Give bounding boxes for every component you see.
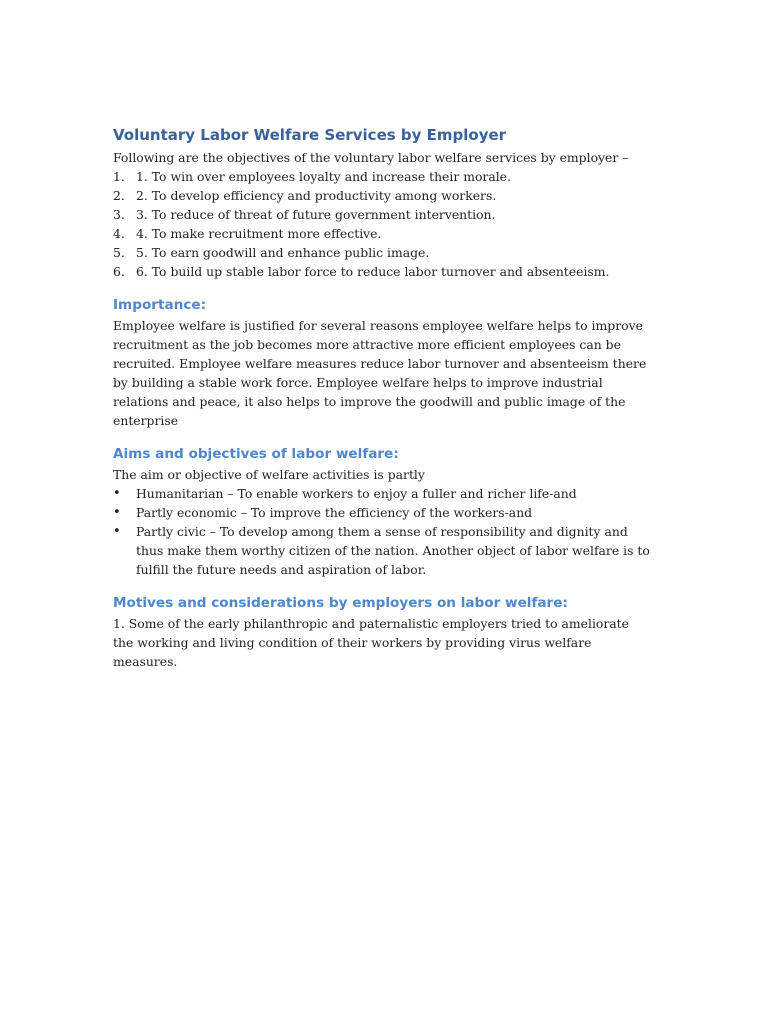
list-item bbox=[113, 484, 653, 503]
list-item bbox=[113, 224, 653, 243]
list-number: 2. bbox=[113, 188, 125, 203]
list-number: 5. bbox=[113, 245, 125, 260]
list-item bbox=[113, 522, 653, 579]
motives-heading: Motives and considerations by employers on labor welfare: bbox=[113, 595, 568, 611]
list-item bbox=[113, 243, 653, 262]
list-item-text: 6. To build up stable labor force to reduce labor turnover and absenteeism. bbox=[136, 264, 610, 279]
bullet-icon: • bbox=[113, 505, 121, 520]
objectives-list bbox=[113, 167, 653, 281]
list-item-text: Humanitarian – To enable workers to enjoy a fuller and richer life-and bbox=[136, 486, 577, 501]
aims-intro: The aim or objective of welfare activities is partly bbox=[113, 467, 425, 482]
list-item-text: 2. To develop efficiency and productivity among workers. bbox=[136, 188, 497, 203]
list-item bbox=[113, 186, 653, 205]
aims-list bbox=[113, 484, 653, 579]
document-title: Voluntary Labor Welfare Services by Employer bbox=[113, 126, 507, 144]
bullet-icon: • bbox=[113, 486, 121, 501]
list-number: 6. bbox=[113, 264, 125, 279]
aims-section bbox=[113, 444, 653, 579]
list-number: 4. bbox=[113, 226, 125, 241]
list-item-text: 4. To make recruitment more effective. bbox=[136, 226, 382, 241]
list-item bbox=[113, 262, 653, 281]
list-item bbox=[113, 503, 653, 522]
list-item bbox=[113, 167, 653, 186]
list-item-text: 3. To reduce of threat of future government intervention. bbox=[136, 207, 496, 222]
bullet-icon: • bbox=[113, 524, 121, 539]
list-number: 3. bbox=[113, 207, 125, 222]
list-item-text: 5. To earn goodwill and enhance public image. bbox=[136, 245, 430, 260]
list-item-text: Partly economic – To improve the efficiency of the workers-and bbox=[136, 505, 533, 520]
motives-section bbox=[113, 593, 653, 671]
importance-paragraph: Employee welfare is justified for several reasons employee welfare helps to improve recruitment as the job becomes more attractive more efficient employees can be recruited. Employee welfare measures reduce labor turnover and absenteeism there by building a stable work force. Employee welfare helps to improve industrial relations and peace, it also helps to improve the goodwill and public image of the enterprise bbox=[113, 318, 647, 428]
importance-section bbox=[113, 295, 653, 430]
list-item-text: Partly civic – To develop among them a sense of responsibility and dignity and thus make them worthy citizen of the nation. Another object of labor welfare is to fulfill the future needs and aspiration of labor. bbox=[136, 524, 650, 577]
aims-heading: Aims and objectives of labor welfare: bbox=[113, 446, 399, 462]
list-item bbox=[113, 205, 653, 224]
list-number: 1. bbox=[113, 169, 125, 184]
intro-paragraph: Following are the objectives of the voluntary labor welfare services by employer – bbox=[113, 150, 629, 165]
list-item-text: 1. To win over employees loyalty and increase their morale. bbox=[136, 169, 511, 184]
motives-paragraph: 1. Some of the early philanthropic and paternalistic employers tried to ameliorate the working and living condition of their workers by providing virus welfare measures. bbox=[113, 616, 629, 669]
document-page bbox=[113, 124, 653, 671]
importance-heading: Importance: bbox=[113, 297, 207, 313]
